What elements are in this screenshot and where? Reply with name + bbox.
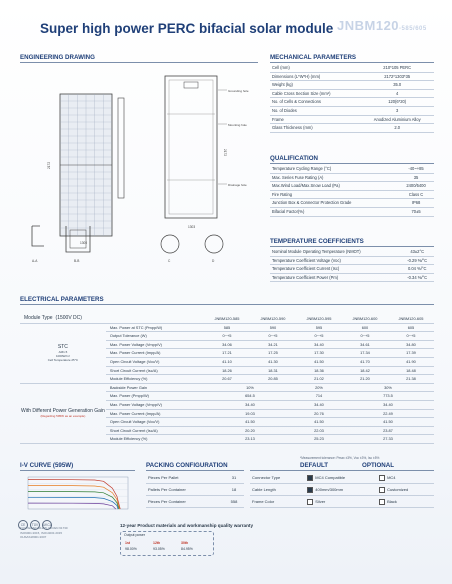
qualification-key: Temperature Cycling Range (°C): [270, 165, 398, 173]
label-c: C: [168, 259, 171, 263]
param-value: 20%: [296, 383, 342, 392]
power-30: 84.95%: [181, 547, 193, 551]
temperature-key: Nominal Module Operating Temperature (NMOT): [270, 248, 400, 256]
default-table: [250, 472, 434, 508]
optional-value: MC4: [387, 475, 396, 480]
mechanical-key: Glass Thickness (mm): [270, 124, 360, 133]
param-value: 34.06: [204, 340, 250, 349]
mechanical-rule: [270, 62, 434, 63]
param-value: 18.26: [204, 366, 250, 375]
param-value: 21.02: [296, 375, 342, 384]
param-value: 18.36: [296, 366, 342, 375]
junction-box: [184, 82, 198, 88]
gain-title: With Different Power Generation Gain: [21, 408, 105, 415]
qualification-row: [270, 207, 434, 216]
default-option: [305, 472, 377, 484]
param-value: 34.80: [388, 340, 434, 349]
panel-inner: [169, 80, 213, 214]
param-value: 654.5: [204, 392, 296, 401]
mechanical-value: 2172*1303*35: [360, 72, 434, 81]
mechanical-value: 4: [360, 89, 434, 98]
temperature-row: [270, 273, 434, 282]
param-value: 25.23: [296, 435, 342, 444]
cert-line-2: ISO9001:2015, ISO14001:2015: [20, 530, 63, 535]
packing-value: 558: [224, 496, 244, 508]
param-value: 0~+5: [296, 332, 342, 341]
qualification-key: Junction Box & Connector Protection Grade: [270, 199, 398, 208]
param-value: 714: [296, 392, 342, 401]
param-name: Open Circuit Voltage (Voc/V): [106, 357, 204, 366]
panel-outline: [165, 76, 217, 218]
default-option: [305, 484, 377, 496]
param-value: 21.20: [342, 375, 388, 384]
qualification-row: [270, 165, 434, 173]
module-type-text: Module Type: [24, 315, 53, 321]
temperature-key: Temperature Coefficient Current (Isc): [270, 265, 400, 274]
temperature-row: [270, 248, 434, 256]
param-name: Open Circuit Voltage (Voc/V): [106, 418, 204, 427]
packing-row: [146, 496, 244, 508]
mechanical-key: Frame: [270, 115, 360, 124]
param-name: Short Circuit Current (Isc/A): [106, 426, 204, 435]
model-header: JNBM120-590: [250, 315, 296, 323]
param-value: 41.90: [388, 357, 434, 366]
output-power-label: Output power: [124, 533, 146, 537]
cert-line-3: OHSAS18001:2007: [20, 535, 47, 540]
param-value: 34.21: [250, 340, 296, 349]
temperature-key: Temperature Coefficient Power (Pm): [270, 273, 400, 282]
temperature-table: [270, 248, 434, 282]
param-name: Max. Power at STC (Pmpp/W): [106, 323, 204, 332]
default-value: MC4 Compatible: [315, 475, 346, 480]
power-1: 98.00%: [125, 547, 137, 551]
optional-option: [377, 472, 434, 484]
qualification-table: [270, 165, 434, 217]
qualification-value: 2400/5400: [398, 182, 434, 191]
mechanical-key: Cell (mm): [270, 64, 360, 72]
default-value: 400mm/300mm: [315, 487, 344, 492]
param-value: 605: [388, 323, 434, 332]
tuv-logo: TÜV: [30, 520, 40, 530]
mechanical-value: 3: [360, 106, 434, 115]
gain-row: [20, 383, 434, 392]
param-value: 10%: [204, 383, 296, 392]
param-value: 34.40: [342, 400, 434, 409]
param-value: 17.21: [204, 349, 250, 358]
mechanical-row: [270, 81, 434, 90]
param-value: 595: [296, 323, 342, 332]
qualification-row: [270, 182, 434, 191]
default-checkbox[interactable]: [307, 475, 313, 481]
label-mounting: Mounting hole: [228, 123, 247, 127]
qualification-key: Max. Series Fuse Rating (A): [270, 173, 398, 182]
param-value: 18.31: [250, 366, 296, 375]
param-value: 41.50: [342, 418, 434, 427]
output-power-box: [120, 531, 214, 556]
param-value: 27.33: [342, 435, 434, 444]
mechanical-value: 210*105 PERC: [360, 64, 434, 72]
param-name: Module Efficiency (%): [106, 375, 204, 384]
param-value: 21.38: [388, 375, 434, 384]
param-value: 0~+5: [204, 332, 250, 341]
param-name: Max. Power Voltage (Vmpp/V): [106, 340, 204, 349]
param-value: 41.30: [250, 357, 296, 366]
param-name: Max. Power Current (Impp/A): [106, 409, 204, 418]
ukca-logo: UKCA: [42, 520, 52, 530]
packing-table: [146, 472, 244, 508]
param-value: 600: [342, 323, 388, 332]
warranty-title: 12-year Product materials and workmanship quality warranty: [120, 523, 254, 528]
model-header: JNBM120-600: [342, 315, 388, 323]
temperature-value: -0.29 %/°C: [400, 256, 434, 265]
default-row: [250, 484, 434, 496]
iv-heading: [20, 462, 73, 469]
param-value: 17.30: [296, 349, 342, 358]
optional-heading: OPTIONAL: [362, 462, 394, 469]
packing-key: Pallets Per Container: [146, 484, 224, 496]
label-drainage: Drainage hole: [228, 183, 247, 187]
param-name: Module Efficiency (%): [106, 435, 204, 444]
electrical-header-row: [20, 315, 434, 323]
param-value: 22.49: [342, 409, 434, 418]
default-value: Silver: [315, 499, 326, 504]
optional-option: [377, 496, 434, 508]
param-value: 34.40: [296, 400, 342, 409]
mechanical-row: [270, 115, 434, 124]
label-bb: B-B: [74, 259, 80, 263]
param-name: Short Circuit Current (Isc/A): [106, 366, 204, 375]
cert-line-1: TUV: IEC/EN 61215, IEC/EN 61730: [20, 526, 68, 530]
model-badge: [337, 18, 427, 33]
stc-note: 1000W/m²: [56, 354, 70, 359]
model-main: JNBM120: [337, 18, 400, 33]
iv-heading-text: I-V CURVE: [20, 462, 52, 469]
qualification-key: Fire Rating: [270, 190, 398, 199]
iv-heading-model: (595W): [52, 462, 74, 469]
detail-d: [205, 235, 223, 253]
default-checkbox[interactable]: [307, 499, 313, 505]
param-value: 18.48: [388, 366, 434, 375]
param-value: 0~+5: [342, 332, 388, 341]
packing-value: 18: [224, 484, 244, 496]
param-value: 17.34: [342, 349, 388, 358]
param-value: 41.50: [296, 418, 342, 427]
packing-key: Pieces Per Pallet: [146, 472, 224, 484]
qualification-value: IP68: [398, 199, 434, 208]
param-name: Output Tolerance (W): [106, 332, 204, 341]
param-value: 34.61: [342, 340, 388, 349]
param-value: 22.03: [296, 426, 342, 435]
qualification-key: Bifacial Factor(%): [270, 207, 398, 216]
mechanical-key: Cable Cross Section Size (mm²): [270, 89, 360, 98]
qualification-heading: QUALIFICATION: [270, 155, 319, 162]
iv-curve-chart: [20, 473, 135, 513]
mechanical-table: [270, 64, 434, 133]
default-checkbox[interactable]: [307, 487, 313, 493]
qualification-rule: [270, 163, 434, 164]
param-value: 41.10: [204, 357, 250, 366]
mechanical-key: Weight (kg): [270, 81, 360, 90]
packing-key: Pieces Per Container: [146, 496, 224, 508]
temperature-value: 0.04 %/°C: [400, 265, 434, 274]
temperature-value: 43±2°C: [400, 248, 434, 256]
label-d: D: [212, 259, 215, 263]
mechanical-row: [270, 64, 434, 72]
temperature-row: [270, 265, 434, 274]
optional-option: [377, 484, 434, 496]
param-value: 34.40: [296, 340, 342, 349]
dim-length-front: 2172: [47, 161, 51, 169]
param-value: 17.39: [388, 349, 434, 358]
param-name: Backside Power Gain: [106, 383, 204, 392]
param-name: Max. Power Current (Impp/A): [106, 349, 204, 358]
model-header: JNBM120-595: [296, 315, 342, 323]
model-header: JNBM120-585: [204, 315, 250, 323]
engineering-heading: ENGINEERING DRAWING: [20, 54, 95, 61]
year-12: 12th: [153, 541, 161, 545]
default-option: [305, 496, 377, 508]
mechanical-key: Dimensions (L*W*H) (mm): [270, 72, 360, 81]
model-sub: -585/605: [399, 26, 427, 32]
iv-rule: [20, 470, 135, 471]
optional-checkbox[interactable]: [379, 499, 385, 505]
packing-row: [146, 472, 244, 484]
electrical-rule: [20, 304, 434, 305]
year-1: 1st: [125, 541, 131, 545]
qualification-value: 70±5: [398, 207, 434, 216]
year-30: 30th: [181, 541, 189, 545]
section-aa-shape: [32, 226, 44, 246]
temperature-row: [270, 256, 434, 265]
param-value: 20.67: [204, 375, 250, 384]
param-value: 20.20: [204, 426, 296, 435]
default-row: [250, 496, 434, 508]
mechanical-value: 35.0: [360, 81, 434, 90]
ce-logo: CE: [18, 520, 28, 530]
gain-note: (Regarding 595W as an example): [40, 414, 86, 419]
qualification-row: [270, 199, 434, 208]
param-name: Max. Power (Pmpp/W): [106, 392, 204, 401]
qualification-value: 35: [398, 173, 434, 182]
param-value: 34.40: [204, 400, 296, 409]
module-type-label: [20, 315, 204, 323]
default-row: [250, 472, 434, 484]
default-heading: DEFAULT: [300, 462, 329, 469]
qualification-value: Class C: [398, 190, 434, 199]
param-name: Max. Power Voltage (Vmpp/V): [106, 400, 204, 409]
mechanical-heading: MECHANICAL PARAMETERS: [270, 54, 357, 61]
param-value: 773.5: [342, 392, 434, 401]
temperature-key: Temperature Coefficient Voltage (Voc): [270, 256, 400, 265]
electrical-heading: ELECTRICAL PARAMETERS: [20, 296, 104, 303]
cert-text: [20, 526, 68, 540]
param-value: 19.03: [204, 409, 296, 418]
footnote: *Measurement tolerance: Pmax ±3%, Voc ±3%, Isc ±5%: [300, 456, 380, 460]
mechanical-row: [270, 72, 434, 81]
param-value: 0~+5: [388, 332, 434, 341]
default-key: Frame Color: [250, 496, 305, 508]
mechanical-row: [270, 106, 434, 115]
param-value: 17.25: [250, 349, 296, 358]
qualification-row: [270, 173, 434, 182]
param-value: 20.76: [296, 409, 342, 418]
packing-heading: PACKING CONFIGURATION: [146, 462, 228, 469]
dim-width-back: 1303: [188, 225, 196, 229]
param-value: 23.13: [204, 435, 296, 444]
default-rule: [250, 470, 434, 471]
stc-note: AM1.5: [58, 350, 68, 355]
optional-checkbox[interactable]: [379, 475, 385, 481]
power-12: 93.05%: [153, 547, 165, 551]
module-type-sub: (1500V DC): [55, 315, 82, 321]
mechanical-row: [270, 124, 434, 133]
mechanical-key: No. of Diodes: [270, 106, 360, 115]
stc-note: Cell Temperature 25°C: [47, 358, 79, 363]
engineering-rule: [20, 62, 258, 63]
page-title: Super high power PERC bifacial solar module: [40, 21, 334, 36]
dim-bottom: 1300: [80, 241, 88, 245]
stc-title: STC: [57, 344, 68, 351]
param-value: 41.50: [204, 418, 296, 427]
electrical-table: [20, 315, 434, 444]
param-value: 590: [250, 323, 296, 332]
packing-value: 31: [224, 472, 244, 484]
model-header: JNBM120-605: [388, 315, 434, 323]
engineering-drawing: [20, 64, 260, 284]
mechanical-row: [270, 98, 434, 107]
frame-side-view: [118, 98, 124, 198]
param-value: 23.87: [342, 426, 434, 435]
mechanical-row: [270, 89, 434, 98]
mechanical-value: 2.0: [360, 124, 434, 133]
temperature-rule: [270, 246, 434, 247]
param-value: 41.50: [296, 357, 342, 366]
qualification-row: [270, 190, 434, 199]
packing-rule: [146, 470, 244, 471]
qualification-key: Max.Wind Load/Max.Snow Load (Pa): [270, 182, 398, 191]
temperature-heading: TEMPERATURE COEFFICIENTS: [270, 238, 364, 245]
stc-group-cell: [20, 323, 106, 383]
default-key: Connector Type: [250, 472, 305, 484]
param-value: 585: [204, 323, 250, 332]
temperature-value: -0.34 %/°C: [400, 273, 434, 282]
optional-value: Black: [387, 499, 397, 504]
packing-row: [146, 484, 244, 496]
dim-length-back: 2172: [223, 149, 227, 157]
gain-group-cell: [20, 383, 106, 443]
param-value: 18.42: [342, 366, 388, 375]
param-value: 41.70: [342, 357, 388, 366]
label-aa: A-A: [32, 259, 38, 263]
stc-row: [20, 323, 434, 332]
label-grounding: Grounding hole: [228, 89, 249, 93]
detail-c: [161, 235, 179, 253]
param-value: 0~+5: [250, 332, 296, 341]
mechanical-value: 120(6*20): [360, 98, 434, 107]
optional-value: Customized: [387, 487, 409, 492]
qualification-value: -40~+85: [398, 165, 434, 173]
param-value: 20.85: [250, 375, 296, 384]
mechanical-key: No. of Cells & Connections: [270, 98, 360, 107]
optional-checkbox[interactable]: [379, 487, 385, 493]
param-value: 30%: [342, 383, 434, 392]
default-key: Cable Length: [250, 484, 305, 496]
mechanical-value: Anodized Aluminium Alloy: [360, 115, 434, 124]
